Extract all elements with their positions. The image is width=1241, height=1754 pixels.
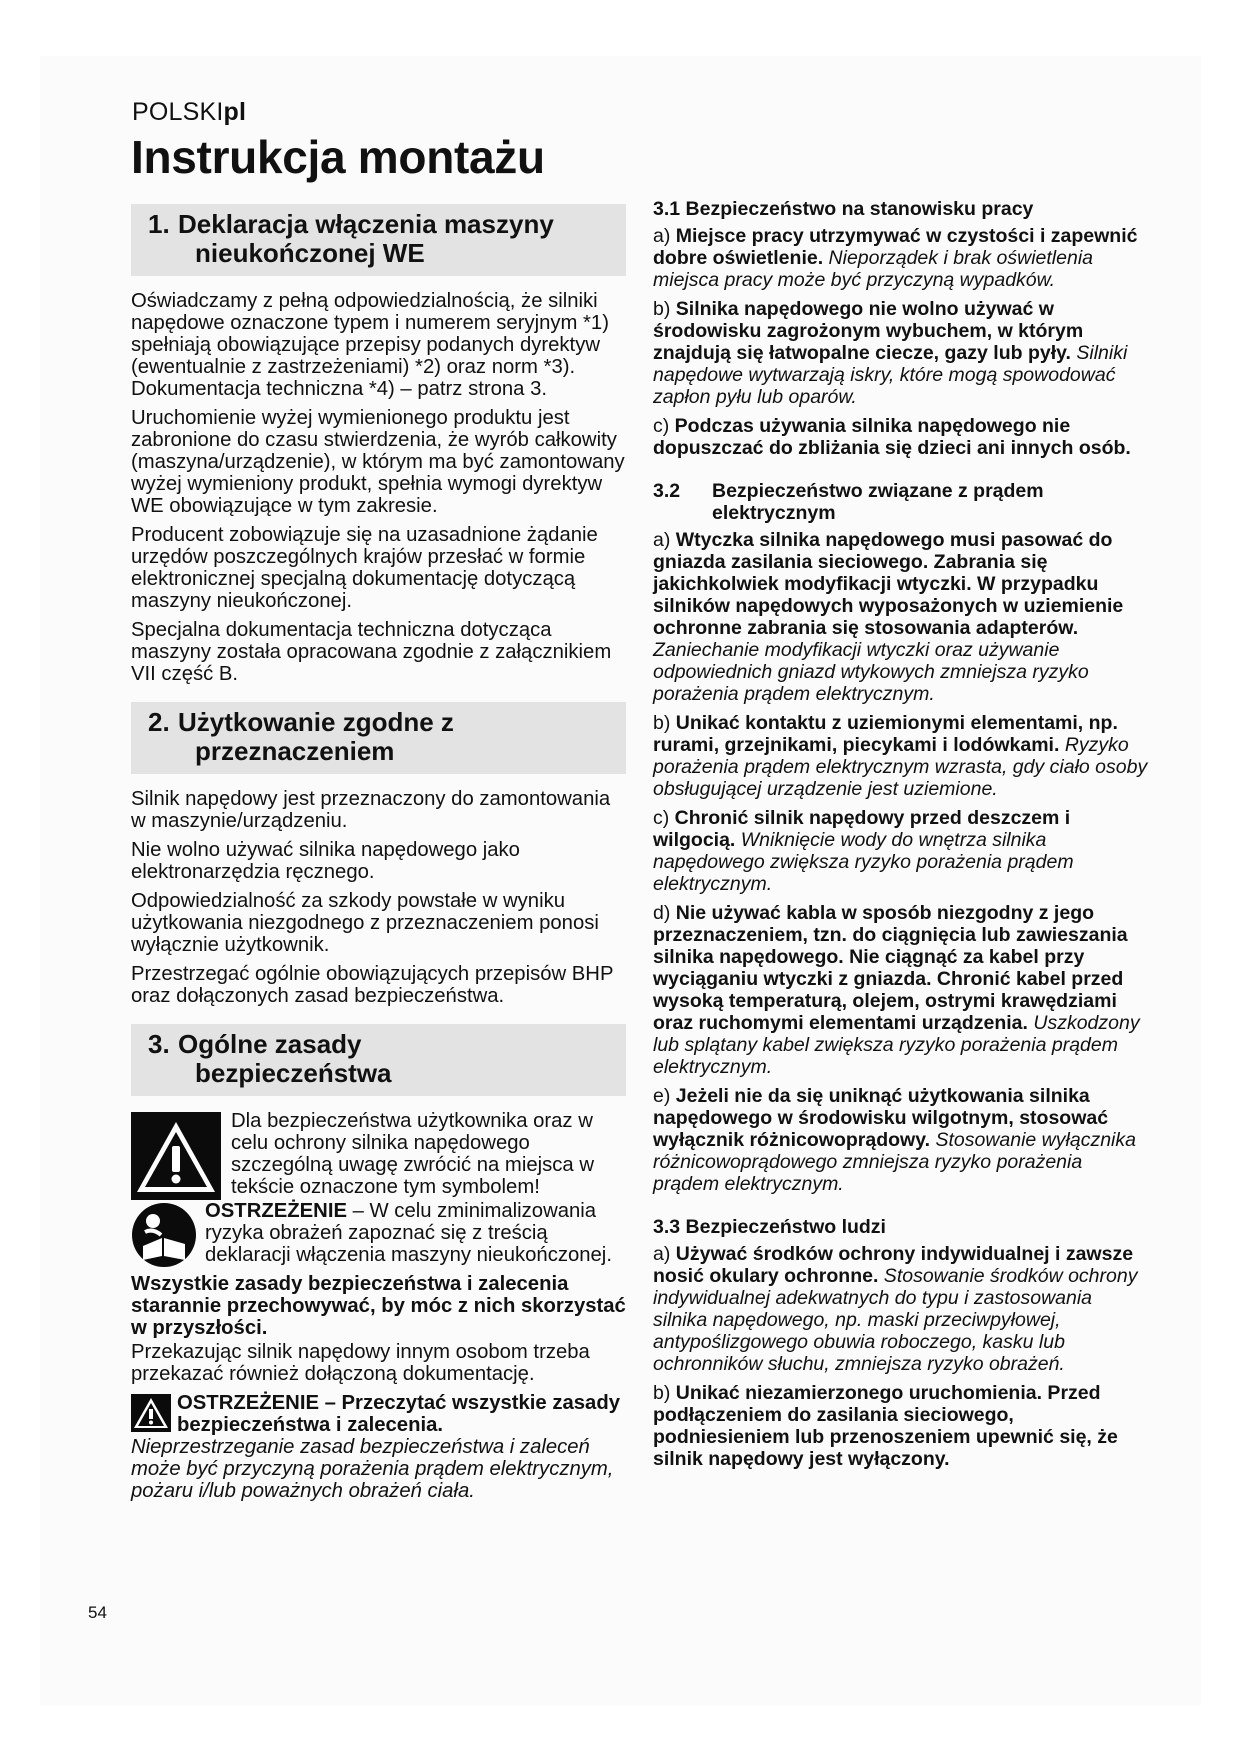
list-item [653,902,1150,1078]
list-item [653,225,1150,291]
language-prefix: POLSKI [132,98,224,126]
safety-symbol-text: Dla bezpieczeństwa użytkownika oraz w celu ochrony silnika napędowego szczególną uwagę zwrócić na miejsca w tekście oznaczone tym symbolem! [231,1110,594,1198]
item-label: d) [653,902,676,924]
subsection-3-2-number: 3.2 [653,480,681,502]
item-label: c) [653,415,675,437]
warning-label: OSTRZEŻENIE [205,1200,347,1222]
warning-read-manual-text [131,1200,626,1266]
section-1-paragraph: Uruchomienie wyżej wymienionego produktu jest zabronione do czasu stwierdzenia, że wyrób całkowity (maszyna/urządzenie), w którym ma być zamontowany wyżej wymieniony produkt, spełnia wymogi dyrektyw WE obowiązujące w tym zakresie. [131,407,625,517]
subsection-3-2-title [653,480,1150,524]
item-instruction: Unikać niezamierzonego uruchomienia. Przed podłączeniem do zasilania sieciowego, podniesieniem lub przenoszeniem upewnić się, że silnik napędowy jest wyłączony. [653,1382,1118,1470]
section-2-title-line2: przeznaczeniem [195,736,395,766]
item-explanation: Nieporządek i brak oświetlenia miejsca pracy może być przyczyną wypadków. [653,247,1094,291]
item-instruction: Wtyczka silnika napędowego musi pasować do gniazda zasilania sieciowego. Zabrania się jakichkolwiek modyfikacji wtyczki. W przypadku silników napędowych wyposażonych w uziemienie ochronne zabrania się stosowania adapterów. [653,529,1124,639]
section-3-number: 3. [148,1029,170,1059]
safety-symbol-block [131,1110,626,1202]
language-label [132,98,246,127]
item-instruction: Unikać kontaktu z uziemionymi elementami, np. rurami, grzejnikami, piecykami i lodówkami. [653,712,1118,756]
warning-read-all-body: Nieprzestrzeganie zasad bezpieczeństwa i zaleceń może być przyczyną porażenia prądem elektrycznym, pożaru i/lub poważnych obrażeń ciała. [131,1436,614,1502]
list-item [653,415,1150,459]
warning-triangle-icon [131,1112,221,1200]
item-explanation: Wniknięcie wody do wnętrza silnika napędowego zwiększa ryzyko porażenia prądem elektrycznym. [653,829,1074,895]
item-label: a) [653,225,676,247]
warning-read-manual-body: – W celu zminimalizowania ryzyka obrażeń zapoznać się z treścią deklaracji włączenia maszyny nieukończonej. [205,1200,612,1266]
section-1-title-line1: Deklaracja włączenia maszyny [178,209,554,239]
item-label: a) [653,1243,676,1265]
section-1-number: 1. [148,209,170,239]
left-column [131,204,626,1509]
section-2-paragraph: Odpowiedzialność za szkody powstałe w wyniku użytkowania niezgodnego z przeznaczeniem ponosi wyłącznie użytkownik. [131,890,599,956]
item-instruction: Używać środków ochrony indywidualnej i zawsze nosić okulary ochronne. [653,1243,1134,1287]
subsection-3-1-title: 3.1 Bezpieczeństwo na stanowisku pracy [653,198,1034,220]
list-item [653,712,1150,800]
page-number: 54 [88,1603,107,1622]
item-instruction: Chronić silnik napędowy przed deszczem i wilgocią. [653,807,1071,851]
list-item [653,1085,1150,1195]
item-label: b) [653,712,676,734]
item-instruction: Nie używać kabla w sposób niezgodny z jego przeznaczeniem, tzn. do ciągnięcia lub zawieszania silnika napędowego. Nie ciągnąć za kabel przy wyciąganiu wtyczki z gniazda. Chronić kabel przed wysoką temperaturą, olejem, ostrymi krawędziami oraz ruchomymi elementami urządzenia. [653,902,1128,1034]
section-3-title-line1: Ogólne zasady [178,1029,362,1059]
item-label: b) [653,298,676,320]
item-explanation: Uszkodzony lub splątany kabel zwiększa ryzyko porażenia prądem elektrycznym. [653,1012,1140,1078]
right-column [653,198,1150,1477]
section-1-paragraph: Specjalna dokumentacja techniczna dotycząca maszyny została opracowana zgodnie z załącznikiem VII część B. [131,619,612,685]
language-code: pl [223,98,247,126]
section-1-title-line2: nieukończonej WE [195,238,425,268]
list-item [653,1382,1150,1470]
section-1-paragraph: Oświadczamy z pełną odpowiedzialnością, że silniki napędowe oznaczone typem i numerem seryjnym *1) spełniają obowiązujące przepisy podanych dyrektyw (ewentualnie z zastrzeżeniami) *2) oraz norm *3). Dokumentacja techniczna *4) – patrz strona 3. [131,290,609,400]
list-item [653,529,1150,705]
item-label: c) [653,807,675,829]
list-item [653,298,1150,408]
item-explanation: Stosowanie środków ochrony indywidualnej adekwatnych do typu i zastosowania silnika napędowego, np. maski przeciwpyłowej, antypoślizgowego obuwia roboczego, kasku lub ochronników słuchu, zmniejsza ryzyko obrażeń. [653,1265,1138,1375]
subsection-3-3-title: 3.3 Bezpieczeństwo ludzi [653,1216,886,1238]
section-2-number: 2. [148,707,170,737]
section-2-title-line1: Użytkowanie zgodne z [178,707,454,737]
item-explanation: Zaniechanie modyfikacji wtyczki oraz używanie odpowiednich gniazd wtykowych zmniejsza ryzyko porażenia prądem elektrycznym. [653,639,1089,705]
item-label: a) [653,529,676,551]
item-explanation: Stosowanie wyłącznika różnicowoprądowego zmniejsza ryzyko porażenia prądem elektrycznym. [653,1129,1136,1195]
section-3-heading [131,1024,626,1096]
warning-read-manual-block [131,1200,626,1273]
section-3-title-line2: bezpieczeństwa [195,1058,392,1088]
item-label: e) [653,1085,676,1107]
page-title: Instrukcja montażu [131,131,545,183]
item-instruction: Silnika napędowego nie wolno używać w środowisku zagrożonym wybuchem, w którym znajdują się łatwopalne ciecze, gazy lub pyły. [653,298,1084,364]
subsection-3-2-text: Bezpieczeństwo związane z prądem elektrycznym [712,480,1044,524]
section-1-heading [131,204,626,276]
list-item [653,807,1150,895]
warning-triangle-small-icon [131,1394,171,1432]
list-item [653,1243,1150,1375]
item-instruction: Podczas używania silnika napędowego nie dopuszczać do zbliżania się dzieci ani innych osób. [653,415,1131,459]
warning-read-all-block [131,1392,626,1502]
keep-instructions-note: Wszystkie zasady bezpieczeństwa i zalecenia starannie przechowywać, by móc z nich skorzystać w przyszłości. [131,1273,626,1339]
section-2-paragraph: Silnik napędowy jest przeznaczony do zamontowania w maszynie/urządzeniu. [131,788,611,832]
read-manual-icon [131,1202,197,1268]
warning-read-all-title: OSTRZEŻENIE – Przeczytać wszystkie zasady bezpieczeństwa i zalecenia. [177,1392,620,1436]
item-explanation: Silniki napędowe wytwarzają iskry, które mogą spowodować zapłon pyłu lub oparów. [653,342,1128,408]
section-2-heading [131,702,626,774]
item-explanation: Ryzyko porażenia prądem elektrycznym wzrasta, gdy ciało osoby obsługującej urządzenie jest uziemione. [653,734,1148,800]
section-2-paragraph: Przestrzegać ogólnie obowiązujących przepisów BHP oraz dołączonych zasad bezpieczeństwa. [131,963,614,1007]
handover-note: Przekazując silnik napędowy innym osobom trzeba przekazać również dołączoną dokumentację. [131,1341,590,1385]
item-instruction: Miejsce pracy utrzymywać w czystości i zapewnić dobre oświetlenie. [653,225,1138,269]
item-label: b) [653,1382,676,1404]
item-instruction: Jeżeli nie da się uniknąć użytkowania silnika napędowego w środowisku wilgotnym, stosować wyłącznik różnicowoprądowy. [653,1085,1109,1151]
section-1-paragraph: Producent zobowiązuje się na uzasadnione żądanie urzędów poszczególnych krajów przesłać w formie elektronicznej specjalną dokumentację dotyczącą maszyny nieukończonej. [131,524,598,612]
section-2-paragraph: Nie wolno używać silnika napędowego jako elektronarzędzia ręcznego. [131,839,520,883]
